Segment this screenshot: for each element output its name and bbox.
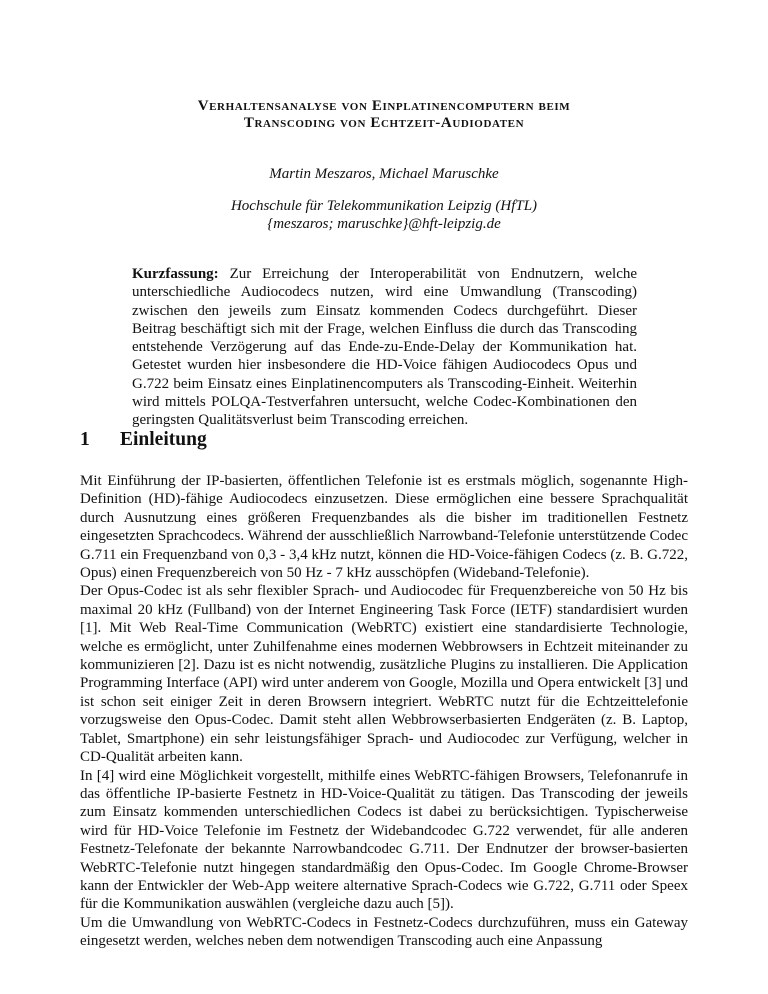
abstract [132, 265, 637, 430]
author-list: Martin Meszaros, Michael Maruschke [269, 166, 499, 182]
section-heading [80, 429, 207, 451]
body-paragraph: Um die Umwandlung von WebRTC-Codecs in Festnetz-Codecs durchzuführen, muss ein Gateway eingesetzt werden, welches neben dem notwendigen Transcoding auch eine Anpassung [80, 914, 688, 950]
paper-title [60, 98, 708, 132]
title-line-2: Transcoding von Echtzeit-Audiodaten [243, 115, 525, 131]
body-paragraph: In [4] wird eine Möglichkeit vorgestellt, mithilfe eines WebRTC-fähigen Browsers, Telefonanrufe in das öffentliche IP-basierte Festnetz in HD-Voice-Qualität zu tätigen. Das Transcoding der jeweils zum Einsatz kommenden unterschiedlichen Codecs ist dabei zu berücksichtigen. Typischerweise wird für HD-Voice Telefonie im Festnetz der Widebandcodec G.722 verwendet, für alle anderen Festnetz-Telefonate der bekannte Narrowbandcodec G.711. Der Endnutzer der browser-basierten WebRTC-Telefonie nutzt hingegen standardmäßig den Opus-Codec. Im Google Chrome-Browser kann der Entwickler der Web-App weitere alternative Sprach-Codecs wie G.722, G.711 oder Speex für die Kommunikation auswählen (vergleiche dazu auch [5]). [80, 767, 688, 913]
section-number: 1 [80, 429, 90, 450]
affiliation-email: {meszaros; maruschke}@hft-leipzig.de [267, 216, 501, 232]
abstract-label: Kurzfassung: [132, 266, 219, 282]
body-paragraph: Der Opus-Codec ist als sehr flexibler Sprach- und Audiocodec für Frequenzbereiche von 50 Hz bis maximal 20 kHz (Fullband) von der Internet Engineering Task Force (IETF) standardisiert wurden [1]. Mit Web Real-Time Communication (WebRTC) existiert eine standardisierte Technologie, welche es ermöglicht, unter Zuhilfenahme eines modernen Webbrowsers in Echtzeit miteinander zu kommunizieren [2]. Dazu ist es nicht notwendig, zusätzliche Plugins zu installieren. Die Application Programming Interface (API) wird unter anderem von Google, Mozilla und Opera entwickelt [3] und ist schon seit einiger Zeit in deren Browsern integriert. WebRTC nutzt für die Echtzeittelefonie vorzugsweise den Opus-Codec. Damit steht allen Webbrowserbasierten Endgeräten (z. B. Laptop, Tablet, Smartphone) ein sehr leistungsfähiger Sprach- und Audiocodec zur Verfügung, welcher in CD-Qualität arbeiten kann. [80, 583, 688, 766]
abstract-text: Zur Erreichung der Interoperabilität von Endnutzern, welche unterschiedliche Audiocodecs nutzen, wird eine Umwandlung (Transcoding) zwischen den jeweils zum Einsatz kommenden Codecs durchgeführt. Dieser Beitrag beschäftigt sich mit der Frage, welchen Einfluss die durch das Transcoding entstehende Verzögerung auf das Ende-zu-Ende-Delay der Kommunikation hat. Getestet wurden hier insbesondere die HD-Voice fähigen Audiocodecs Opus und G.722 beim Einsatz eines Einplatinencomputers als Transcoding-Einheit. Weiterhin wird mittels POLQA-Testverfahren untersucht, welche Codec-Kombinationen den geringsten Qualitätsverlust beim Transcoding erreichen. [132, 266, 638, 429]
section-body [80, 472, 688, 951]
affiliation [60, 197, 708, 233]
body-paragraph: Mit Einführung der IP-basierten, öffentlichen Telefonie ist es erstmals möglich, sogenannte High-Definition (HD)-fähige Audiocodecs einzusetzen. Diese ermöglichen eine bessere Sprachqualität durch Ausnutzung eines größeren Frequenzbandes als die bisher im traditionellen Festnetz eingesetzten Sprachcodecs. Während der ausschließlich Narrowband-Telefonie unterstützende Codec G.711 ein Frequenzband von 0,3 - 3,4 kHz nutzt, können die HD-Voice-fähigen Codecs (z. B. G.722, Opus) einen Frequenzbereich von 50 Hz - 7 kHz ausschöpfen (Wideband-Telefonie). [80, 473, 688, 582]
title-line-1: Verhaltensanalyse von Einplatinencomputern beim [197, 98, 571, 114]
affiliation-institution: Hochschule für Telekommunikation Leipzig (HfTL) [230, 198, 538, 214]
section-title: Einleitung [120, 429, 207, 450]
